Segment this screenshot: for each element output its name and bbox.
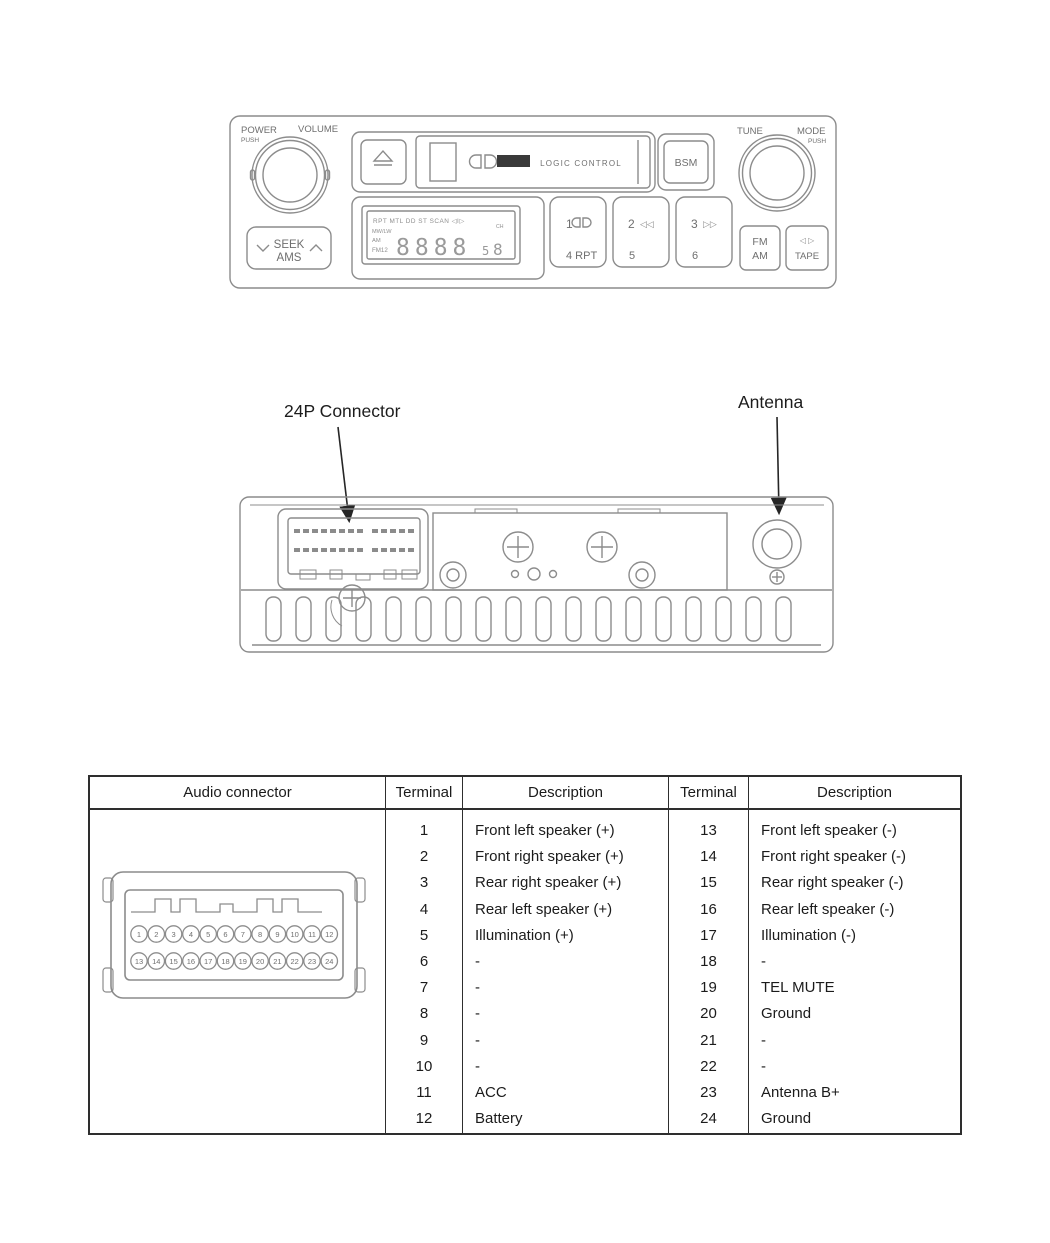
terminal-cell: 22	[700, 1057, 717, 1075]
rear-bottom-strip	[241, 590, 832, 645]
lcd-band-mwlw: MW/LW	[372, 229, 392, 235]
header-terminal-right: Terminal	[669, 777, 749, 808]
preset-2-rewind-icon: ◁◁	[640, 219, 654, 229]
lcd-band-am: AM	[372, 238, 381, 244]
seek-up-icon	[310, 245, 322, 251]
label-antenna: Antenna	[738, 392, 804, 412]
pin-pad	[381, 548, 387, 552]
fm-label: FM	[752, 236, 768, 248]
terminal-cell: 7	[419, 979, 429, 997]
preset-button-1	[550, 197, 606, 267]
lcd-status-row: RPT MTL DD ST SCAN ◁I▷	[373, 218, 465, 225]
description-cell: Front left speaker (-)	[761, 822, 897, 839]
header-description-left: Description	[463, 777, 669, 808]
preset-1-dolby-icon	[572, 218, 591, 227]
rear-hole-right	[629, 562, 655, 588]
pin-pad	[294, 529, 300, 533]
vent-slot	[776, 597, 791, 641]
terminal-cell: 1	[419, 822, 429, 839]
terminal-cell: 5	[419, 926, 429, 944]
fm-am-button	[740, 226, 780, 270]
tape-button	[786, 226, 828, 270]
terminal-cell: 11	[416, 1083, 432, 1101]
terminal-cell: 2	[419, 848, 429, 866]
rear-middle-panel	[433, 509, 727, 590]
radio-front-panel	[230, 116, 836, 288]
logic-control-label: LOGIC CONTROL	[540, 159, 622, 168]
pin-number: 5	[205, 929, 210, 939]
terminal-cell: 20	[700, 1005, 717, 1023]
pin-number: 23	[307, 956, 316, 966]
mode-label: MODE	[797, 126, 826, 137]
pin-pad	[390, 529, 396, 533]
pinout-header-row	[90, 777, 960, 810]
pin-number: 13	[134, 956, 143, 966]
terminal-cell: 14	[700, 848, 717, 866]
description-cell: Rear right speaker (+)	[475, 874, 622, 892]
preset-2-number: 2	[628, 217, 635, 231]
terminal-cell: 10	[415, 1057, 433, 1075]
terminal-cell: 19	[700, 979, 717, 997]
description-col-left	[463, 810, 669, 1133]
bsm-button	[658, 134, 714, 190]
bsm-label: BSM	[674, 157, 698, 169]
tape-label: TAPE	[794, 251, 820, 262]
rear-connector-pin-marks	[294, 529, 414, 552]
description-cell: Ground	[761, 1110, 812, 1128]
description-cell: Rear left speaker (-)	[761, 900, 895, 918]
description-cell: TEL MUTE	[761, 979, 835, 997]
description-cell: -	[761, 1031, 766, 1049]
preset-3-ff-icon: ▷▷	[703, 219, 717, 229]
pin-number: 10	[290, 929, 299, 939]
pin-number: 20	[255, 956, 264, 966]
vent-slot	[536, 597, 551, 641]
pin-number: 16	[186, 956, 195, 966]
terminal-cell: 9	[419, 1031, 429, 1049]
pin-pad	[294, 548, 300, 552]
header-description-right: Description	[816, 784, 893, 801]
seek-ams-button	[247, 227, 331, 269]
vent-slot	[326, 597, 341, 641]
description-cell: -	[475, 952, 480, 970]
vent-slot	[266, 597, 281, 641]
pin-pad	[303, 529, 309, 533]
pin-number: 11	[307, 929, 316, 939]
lcd-digits: 8888	[396, 235, 472, 261]
pin-pad	[312, 529, 318, 533]
pin-number: 2	[153, 929, 158, 939]
terminal-cell: 3	[419, 874, 429, 892]
terminal-cell: 6	[419, 952, 429, 970]
pin-number: 7	[240, 929, 245, 939]
pin-pad	[348, 529, 354, 533]
pin-number: 3	[171, 929, 176, 939]
dolby-double-d-icon	[470, 155, 497, 168]
am-label: AM	[752, 250, 768, 262]
pin-number: 22	[290, 956, 299, 966]
pin-pad	[357, 548, 363, 552]
rear-24p-connector	[278, 509, 428, 589]
pin-pad	[399, 529, 405, 533]
description-cell: Front right speaker (+)	[475, 848, 624, 866]
pin-number: 8	[257, 929, 262, 939]
pin-pad	[381, 529, 387, 533]
pin-pad	[372, 548, 378, 552]
description-cell: -	[475, 1005, 480, 1023]
pin-pad	[357, 529, 363, 533]
description-cell: Illumination (-)	[761, 926, 857, 944]
terminal-cell: 13	[700, 822, 717, 839]
rear-mount-screw	[331, 585, 365, 626]
description-cell: -	[475, 1031, 480, 1049]
pin-number: 18	[220, 956, 230, 966]
tune-label: TUNE	[737, 126, 763, 137]
seek-down-icon	[257, 245, 269, 251]
arrow-antenna	[777, 417, 779, 512]
pinout-body	[90, 810, 960, 1133]
preset-button-3	[676, 197, 732, 267]
eject-button	[361, 140, 406, 184]
lcd-ch-label: CH	[496, 224, 504, 230]
pin-pad	[312, 548, 318, 552]
pin-number: 17	[203, 956, 212, 966]
lcd-ch-digit: 8	[493, 240, 503, 259]
header-audio-connector: Audio connector	[90, 777, 386, 808]
pin-pad	[330, 529, 336, 533]
pin-number: 4	[188, 929, 193, 939]
pin-number: 24	[324, 956, 333, 966]
terminal-col-left	[386, 810, 463, 1133]
pin-pad	[408, 529, 414, 533]
terminal-cell: 12	[415, 1110, 433, 1128]
preset-1-number: 1	[566, 217, 573, 231]
vent-slot	[446, 597, 461, 641]
rear-callouts	[284, 392, 803, 520]
description-cell: -	[475, 1057, 480, 1075]
description-cell: -	[761, 1057, 766, 1075]
description-cell: Illumination (+)	[475, 926, 574, 944]
ams-label: AMS	[276, 252, 302, 264]
description-cell: Battery	[475, 1110, 523, 1128]
description-cell: Front left speaker (+)	[475, 822, 615, 839]
pin-pad	[372, 529, 378, 533]
terminal-cell: 21	[700, 1031, 717, 1049]
description-cell: Antenna B+	[761, 1083, 840, 1101]
description-cell: Ground	[761, 1005, 812, 1023]
description-col-right	[749, 810, 960, 1133]
tape-window	[430, 143, 456, 181]
pin-pad	[390, 548, 396, 552]
rear-vent-slots	[266, 597, 791, 641]
label-24p-connector: 24P Connector	[284, 401, 401, 421]
vent-slot	[416, 597, 431, 641]
vent-slot	[596, 597, 611, 641]
pin-pad	[339, 548, 345, 552]
radio-rear-view	[240, 497, 833, 652]
mode-push-label: PUSH	[808, 138, 827, 145]
pin-pad	[303, 548, 309, 552]
vent-slot	[716, 597, 731, 641]
preset-2-second: 5	[629, 250, 636, 262]
rear-hole-left	[440, 562, 466, 588]
terminal-col-right	[669, 810, 749, 1133]
pin-pad	[330, 548, 336, 552]
vent-slot	[386, 597, 401, 641]
audio-connector-diagram	[91, 810, 385, 1133]
description-cell: Rear left speaker (+)	[475, 900, 613, 918]
pin-number: 15	[168, 956, 178, 966]
terminal-cell: 17	[700, 926, 717, 944]
pin-number: 14	[151, 956, 160, 966]
terminal-cell: 8	[419, 1005, 429, 1023]
pin-pad	[339, 529, 345, 533]
power-volume-knob	[251, 137, 330, 213]
vent-slot	[296, 597, 311, 641]
front-panel-outline	[230, 116, 836, 288]
terminal-cell: 18	[700, 952, 717, 970]
pin-pad	[321, 529, 327, 533]
connector-pin-row-1	[130, 926, 337, 942]
pin-pad	[321, 548, 327, 552]
pin-number: 19	[238, 956, 247, 966]
vent-slot	[686, 597, 701, 641]
seek-label: SEEK	[273, 239, 305, 251]
vent-slot	[476, 597, 491, 641]
vent-slot	[506, 597, 521, 641]
header-terminal-left: Terminal	[386, 777, 463, 808]
arrow-24p-connector	[338, 427, 349, 520]
phillips-screw-right	[587, 532, 617, 562]
eject-icon	[374, 151, 392, 165]
description-cell: ACC	[475, 1083, 507, 1101]
power-push-label: PUSH	[241, 137, 260, 144]
pin-pad	[348, 548, 354, 552]
terminal-cell: 15	[700, 874, 717, 892]
preset-1-second: 4 RPT	[566, 250, 598, 262]
terminal-cell: 24	[700, 1110, 717, 1128]
dolby-logo-badge	[497, 155, 530, 167]
pinout-table	[88, 775, 962, 1135]
cassette-door	[416, 136, 650, 188]
description-cell: -	[475, 979, 480, 997]
lcd-band-fm12: FM12	[372, 247, 388, 254]
pin-number: 9	[274, 929, 279, 939]
vent-slot	[566, 597, 581, 641]
connector-pin-row-2	[130, 953, 337, 969]
description-cell: Rear right speaker (-)	[761, 874, 904, 892]
description-cell: Front right speaker (-)	[761, 848, 907, 866]
antenna-jack	[753, 520, 801, 584]
vent-slot	[746, 597, 761, 641]
antenna-screw	[770, 570, 784, 584]
terminal-cell: 4	[419, 900, 429, 918]
preset-3-number: 3	[691, 217, 698, 231]
vent-slot	[626, 597, 641, 641]
power-label: POWER	[241, 125, 277, 136]
tune-mode-knob	[739, 135, 815, 211]
pin-number: 1	[136, 929, 141, 939]
pin-pad	[408, 548, 414, 552]
description-cell: -	[761, 952, 766, 970]
pin-number: 21	[272, 956, 282, 966]
pin-number: 12	[324, 929, 333, 939]
terminal-cell: 23	[700, 1083, 717, 1101]
vent-slot	[656, 597, 671, 641]
lcd-small-digit: 5	[482, 244, 490, 258]
audio-connector-cell	[90, 810, 386, 1133]
preset-button-2	[613, 197, 669, 267]
lcd-display	[352, 197, 544, 279]
phillips-screw-left	[503, 532, 533, 562]
volume-label: VOLUME	[298, 124, 339, 135]
preset-3-second: 6	[692, 250, 699, 262]
tape-direction-icons: ◁ ▷	[799, 236, 815, 245]
pin-number: 6	[222, 929, 228, 939]
pin-pad	[399, 548, 405, 552]
terminal-cell: 16	[700, 900, 717, 918]
